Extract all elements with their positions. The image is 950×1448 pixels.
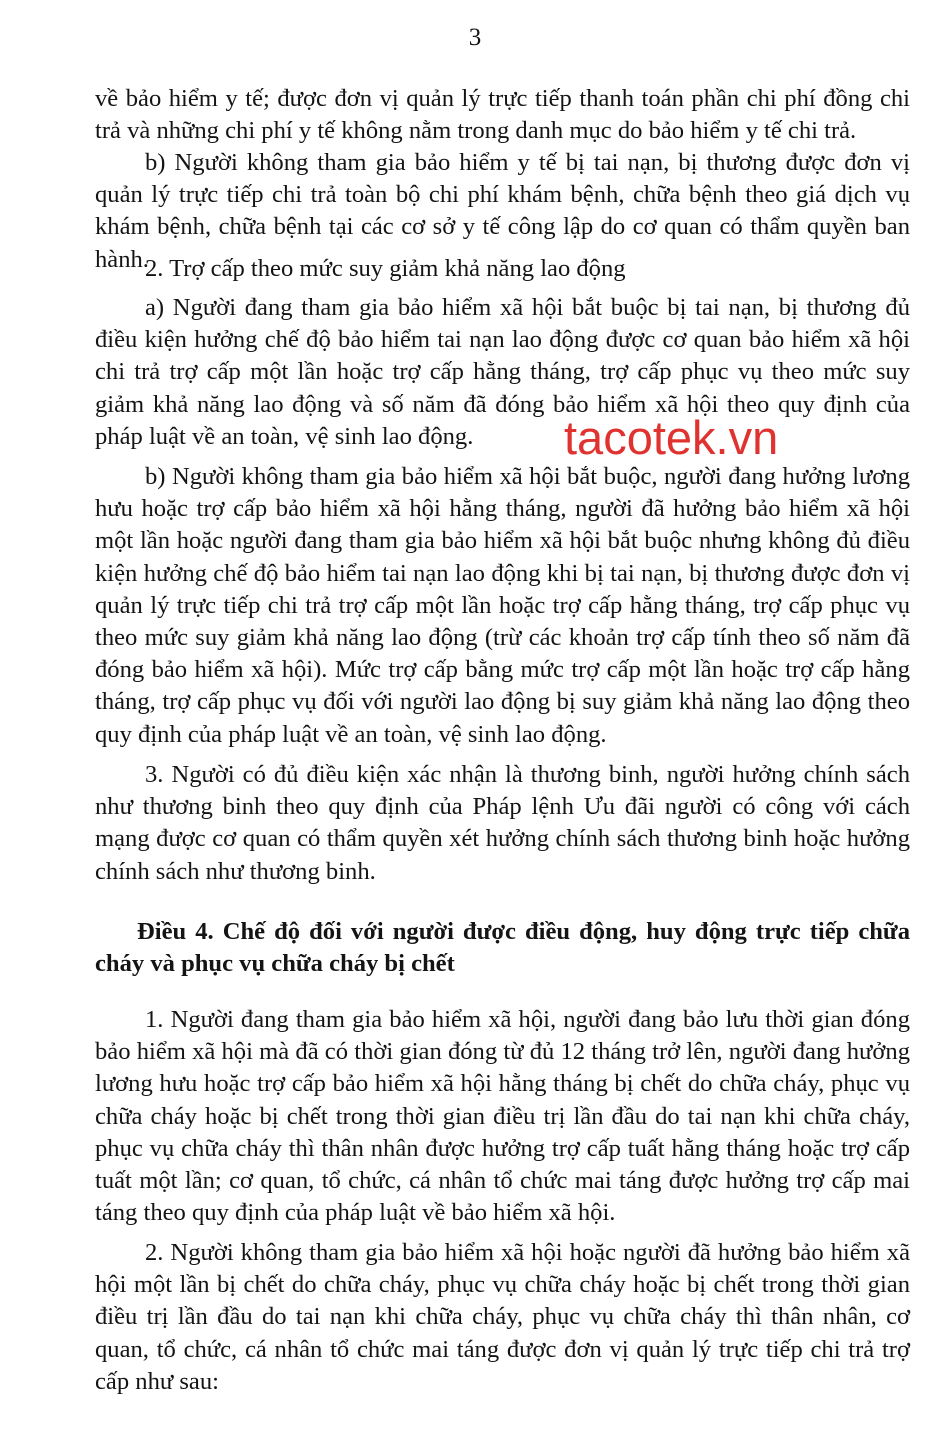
paragraph-article4-1: 1. Người đang tham gia bảo hiểm xã hội, người đang bảo lưu thời gian đóng bảo hiểm xã hội mà đã có thời gian đóng từ đủ 12 tháng trở lên, người đang hưởng lương hưu hoặc trợ cấp bảo hiểm xã hội hằng tháng bị chết do chữa cháy, phục vụ chữa cháy hoặc bị chết trong thời gian điều trị lần đầu do tai nạn khi chữa cháy, phục vụ chữa cháy thì thân nhân được hưởng trợ cấp tuất hằng tháng hoặc trợ cấp tuất một lần; cơ quan, tổ chức, cá nhân tổ chức mai táng được hưởng trợ cấp mai táng theo quy định của pháp luật về bảo hiểm xã hội. [95, 1006, 910, 1227]
paragraph-section-3: 3. Người có đủ điều kiện xác nhận là thương binh, người hưởng chính sách như thương binh theo quy định của Pháp lệnh Ưu đãi người có công với cách mạng được cơ quan có thẩm quyền xét hưởng chính sách thương binh hoặc hưởng chính sách như thương binh. [95, 761, 910, 885]
watermark-logo: tacotek.vn [564, 411, 779, 464]
page-number: 3 [468, 24, 482, 51]
paragraph-2a: a) Người đang tham gia bảo hiểm xã hội bắt buộc bị tai nạn, bị thương đủ điều kiện hưởng chế độ bảo hiểm tai nạn lao động được cơ quan bảo hiểm xã hội chi trả trợ cấp một lần hoặc trợ cấp hằng tháng, trợ cấp phục vụ theo mức suy giảm khả năng lao động và số năm đã đóng bảo hiểm xã hội theo quy định của pháp luật về an toàn, vệ sinh lao động. [95, 294, 910, 450]
paragraph-article4-2: 2. Người không tham gia bảo hiểm xã hội hoặc người đã hưởng bảo hiểm xã hội một lần bị chết do chữa cháy, phục vụ chữa cháy hoặc bị chết trong thời gian điều trị lần đầu do tai nạn khi chữa cháy, phục vụ chữa cháy thì thân nhân, cơ quan, tổ chức, cá nhân tổ chức mai táng được đơn vị quản lý trực tiếp chi trả trợ cấp như sau: [95, 1239, 910, 1395]
paragraph-section-2: 2. Trợ cấp theo mức suy giảm khả năng lao động [145, 255, 626, 282]
paragraph-1b: b) Người không tham gia bảo hiểm y tế bị tai nạn, bị thương được đơn vị quản lý trực tiếp chi trả toàn bộ chi phí khám bệnh, chữa bệnh theo giá dịch vụ khám bệnh, chữa bệnh tại các cơ sở y tế công lập do cơ quan có thẩm quyền ban hành. [95, 149, 910, 273]
article-4-heading: Điều 4. Chế độ đối với người được điều động, huy động trực tiếp chữa cháy và phục vụ chữa cháy bị chết [95, 918, 910, 978]
paragraph-continuation: về bảo hiểm y tế; được đơn vị quản lý trực tiếp thanh toán phần chi phí đồng chi trả và những chi phí y tế không nằm trong danh mục do bảo hiểm y tế chi trả. [95, 85, 910, 145]
paragraph-2b: b) Người không tham gia bảo hiểm xã hội bắt buộc, người đang hưởng lương hưu hoặc trợ cấp bảo hiểm xã hội hằng tháng, người đã hưởng bảo hiểm xã hội một lần hoặc người đang tham gia bảo hiểm xã hội bắt buộc nhưng không đủ điều kiện hưởng chế độ bảo hiểm tai nạn lao động khi bị tai nạn, bị thương được đơn vị quản lý trực tiếp chi trả trợ cấp một lần hoặc trợ cấp hằng tháng, trợ cấp phục vụ theo mức suy giảm khả năng lao động (trừ các khoản trợ cấp tính theo số năm đã đóng bảo hiểm xã hội). Mức trợ cấp bằng mức trợ cấp một lần hoặc trợ cấp hằng tháng, trợ cấp phục vụ đối với người lao động bị suy giảm khả năng lao động theo quy định của pháp luật về an toàn, vệ sinh lao động. [95, 463, 910, 748]
